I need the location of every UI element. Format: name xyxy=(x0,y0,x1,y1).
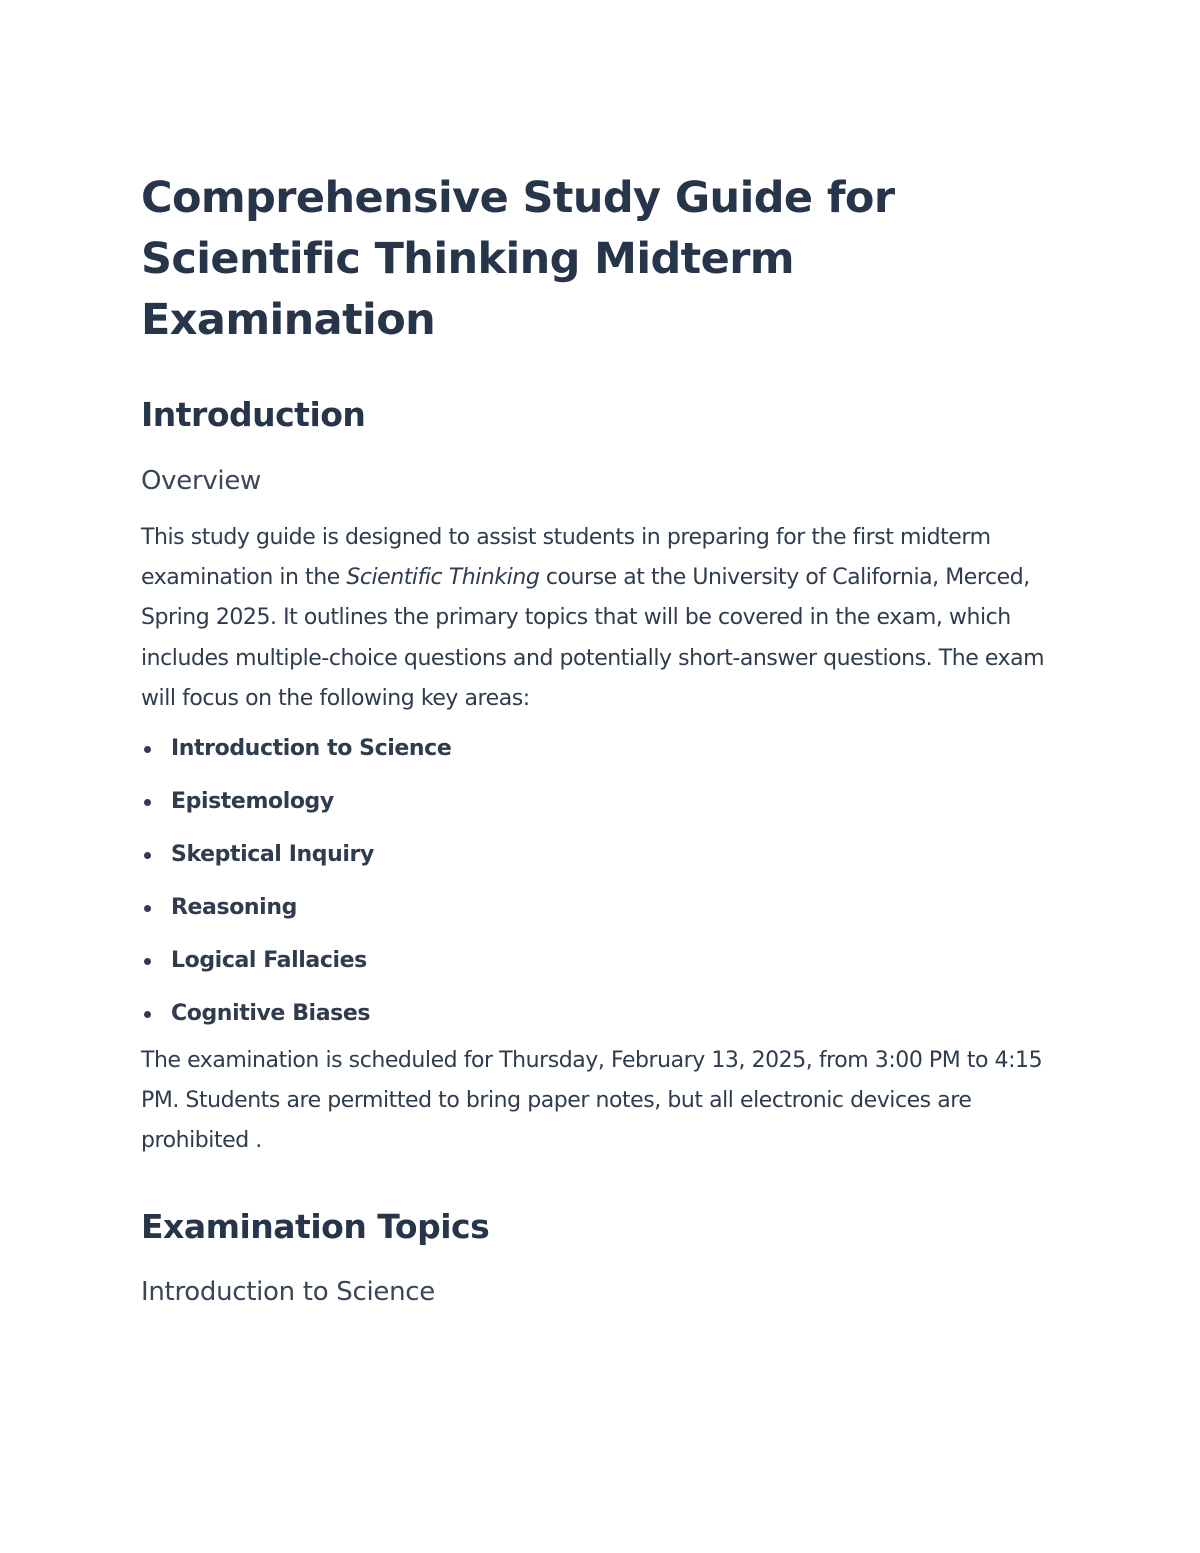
key-area-label: Epistemology xyxy=(171,789,334,815)
bullet-icon xyxy=(144,799,151,806)
overview-paragraph xyxy=(141,518,1061,719)
bullet-icon xyxy=(144,905,151,912)
bullet-icon xyxy=(144,1011,151,1018)
list-item xyxy=(141,888,1061,941)
list-item xyxy=(141,835,1061,888)
overview-text-end: course at the University of California, Merced, Spring 2025. It outlines the primary topics that will be covered in the exam, which includes multiple-choice questions and potentially short-answer questions. The exam will focus on the following key areas: xyxy=(141,565,1045,711)
introduction-to-science-heading: Introduction to Science xyxy=(141,1276,435,1307)
list-item xyxy=(141,994,1061,1047)
course-name: Scientific Thinking xyxy=(346,565,540,591)
key-area-label: Logical Fallacies xyxy=(171,948,367,974)
list-item xyxy=(141,729,1061,782)
document-page xyxy=(141,168,1061,1310)
overview-text-start: This study guide is designed to assist students in preparing for the first midterm examination in the xyxy=(141,525,991,591)
overview-heading: Overview xyxy=(141,466,262,496)
list-item xyxy=(141,782,1061,835)
bullet-icon xyxy=(144,746,151,753)
introduction-heading: Introduction xyxy=(141,395,366,434)
key-area-label: Cognitive Biases xyxy=(171,1001,371,1027)
key-area-label: Skeptical Inquiry xyxy=(171,842,374,868)
document-title: Comprehensive Study Guide for Scientific Thinking Midterm Examination xyxy=(141,173,895,345)
bullet-icon xyxy=(144,958,151,965)
list-item xyxy=(141,941,1061,994)
key-area-label: Reasoning xyxy=(171,895,297,921)
key-areas-list xyxy=(141,729,1061,1047)
schedule-paragraph: The examination is scheduled for Thursday, February 13, 2025, from 3:00 PM to 4:15 PM. Students are permitted to bring paper notes, but all electronic devices are prohibited . xyxy=(141,1048,1043,1154)
key-area-label: Introduction to Science xyxy=(171,736,452,762)
bullet-icon xyxy=(144,852,151,859)
examination-topics-heading: Examination Topics xyxy=(141,1206,490,1246)
